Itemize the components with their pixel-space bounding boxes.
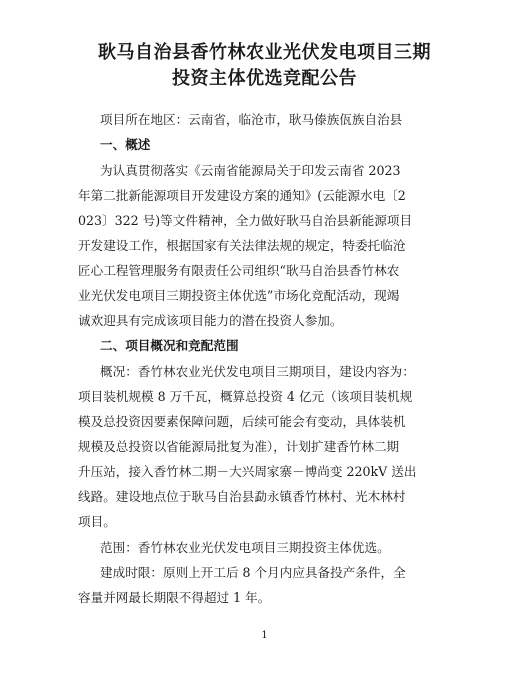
overview-line: 023〕322 号)等文件精神，全力做好耿马自治县新能源项目 — [78, 213, 413, 228]
summary-line: 项目。 — [78, 514, 116, 529]
summary-line: 项目装机规模 8 万千瓦，概算总投资 4 亿元（该项目装机规 — [78, 389, 413, 404]
page-number: 1 — [261, 630, 268, 641]
section-heading-overview: 一、概述 — [100, 137, 151, 152]
section-heading-scope: 二、项目概况和竞配范围 — [100, 338, 239, 353]
overview-line: 开发建设工作，根据国家有关法律法规的规定，特委托临沧 — [78, 238, 406, 253]
summary-line: 线路。建设地点位于耿马自治县勐永镇香竹林村、光木林村 — [78, 489, 406, 504]
title-line-1: 耿马自治县香竹林农业光伏发电项目三期 — [98, 42, 431, 63]
overview-line: 业光伏发电项目三期投资主体优选”市场化竞配活动，现竭 — [78, 288, 400, 303]
construction-line: 容量并网最长期限不得超过 1 年。 — [78, 590, 271, 605]
overview-line: 诚欢迎具有完成该项目能力的潜在投资人参加。 — [78, 313, 343, 328]
overview-line: 匠心工程管理服务有限责任公司组织“耿马自治县香竹林农 — [78, 263, 400, 278]
construction-line: 建成时限：原则上开工后 8 个月内应具备投产条件，全 — [100, 565, 406, 580]
summary-line: 升压站，接入香竹林二期－大兴周家寨－博尚变 220kV 送出 — [78, 464, 417, 479]
overview-line: 为认真贯彻落实《云南省能源局关于印发云南省 2023 — [100, 163, 401, 178]
summary-line: 规模及总投资以省能源局批复为准），计划扩建香竹林二期 — [78, 439, 400, 454]
summary-line: 概况：香竹林农业光伏发电项目三期项目，建设内容为： — [100, 364, 415, 379]
scope-line: 范围：香竹林农业光伏发电项目三期投资主体优选。 — [100, 540, 390, 555]
project-location: 项目所在地区：云南省，临沧市，耿马傣族佤族自治县 — [100, 112, 403, 127]
overview-line: 年第二批新能源项目开发建设方案的通知》(云能源水电〔2 — [78, 188, 406, 203]
summary-line: 模及总投资因要素保障问题，后续可能会有变动，具体装机 — [78, 414, 406, 429]
title-line-2: 投资主体优选竞配公告 — [172, 68, 357, 89]
